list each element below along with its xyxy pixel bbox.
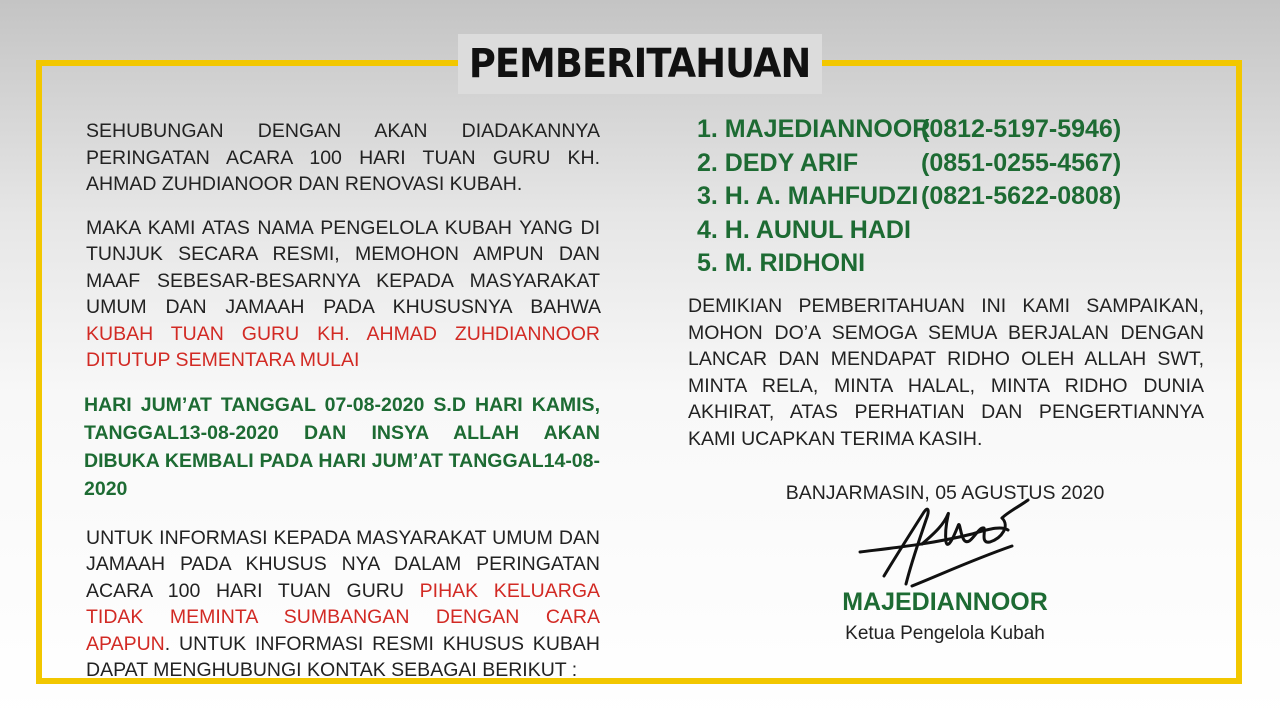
contact-name: 4. H. AUNUL HADI (697, 215, 911, 244)
page-title: PEMBERITAHUAN (469, 41, 811, 87)
signer-role: Ketua Pengelola Kubah (845, 623, 1045, 644)
contact-name: 5. M. RIDHONI (697, 249, 866, 277)
apology-paragraph (86, 215, 600, 374)
info-paragraph (86, 525, 600, 684)
left-column (86, 118, 600, 701)
contact-phone: (0812-5197-5946) (921, 115, 1122, 143)
contact-phone: (0821-5622-0808) (921, 182, 1122, 210)
contact-phone: (0851-0255-4567) (921, 148, 1122, 177)
title-banner (458, 34, 822, 94)
apology-text: MAKA KAMI ATAS NAMA PENGELOLA KUBAH YANG DI TUNJUK SECARA RESMI, MEMOHON AMPUN DAN MAAF SEBESAR-BESARNYA KEPADA MASYARAKAT UMUM DAN JAMAAH PADA KHUSUSNYA BAHWA (86, 216, 600, 318)
contact-item (697, 214, 1167, 248)
contact-name: 1. MAJEDIANNOOR (697, 115, 931, 143)
contact-list (697, 113, 1167, 281)
intro-paragraph: SEHUBUNGAN DENGAN AKAN DIADAKANNYA PERINGATAN ACARA 100 HARI TUAN GURU KH. AHMAD ZUHDIANOOR DAN RENOVASI KUBAH. (86, 120, 600, 195)
contact-item (697, 247, 1167, 281)
no-donation-notice: PIHAK KELUARGA TIDAK MEMINTA SUMBANGAN DENGAN CARA APAPUN (86, 579, 601, 655)
place-date: BANJARMASIN, 05 AGUSTUS 2020 (785, 482, 1105, 504)
closing-paragraph: DEMIKIAN PEMBERITAHUAN INI KAMI SAMPAIKAN, MOHON DO’A SEMOGA SEMUA BERJALAN DENGAN LANCAR DAN MENDAPAT RIDHO OLEH ALLAH SWT, MINTA RELA, MINTA HALAL, MINTA RIDHO DUNIA AKHIRAT, ATAS PERHATIAN DAN PENGERTIANNYA KAMI UCAPKAN TERIMA KASIH. (688, 295, 1204, 450)
contact-name: 3. H. A. MAHFUDZI (697, 182, 919, 210)
info-text: UNTUK INFORMASI KEPADA MASYARAKAT UMUM DAN JAMAAH PADA KHUSUS NYA DALAM PERINGATAN ACARA 100 HARI TUAN GURU (86, 526, 600, 602)
closure-dates: HARI JUM’AT TANGGAL 07-08-2020 S.D HARI KAMIS, TANGGAL13-08-2020 DAN INSYA ALLAH AKAN DIBUKA KEMBALI PADA HARI JUM’AT TANGGAL14-08-2020 (84, 393, 600, 500)
contact-item (697, 180, 1167, 214)
closure-notice: KUBAH TUAN GURU KH. AHMAD ZUHDIANNOOR DITUTUP SEMENTARA MULAI (86, 322, 600, 371)
handwritten-signature (852, 486, 1042, 596)
contact-item (697, 147, 1167, 181)
contact-info-text: . UNTUK INFORMASI RESMI KHUSUS KUBAH DAPAT MENGHUBUNGI KONTAK SEBAGAI BERIKUT : (86, 632, 600, 681)
signer-name: MAJEDIANNOOR (842, 588, 1048, 616)
contact-item (697, 113, 1167, 147)
contact-name: 2. DEDY ARIF (697, 148, 859, 177)
